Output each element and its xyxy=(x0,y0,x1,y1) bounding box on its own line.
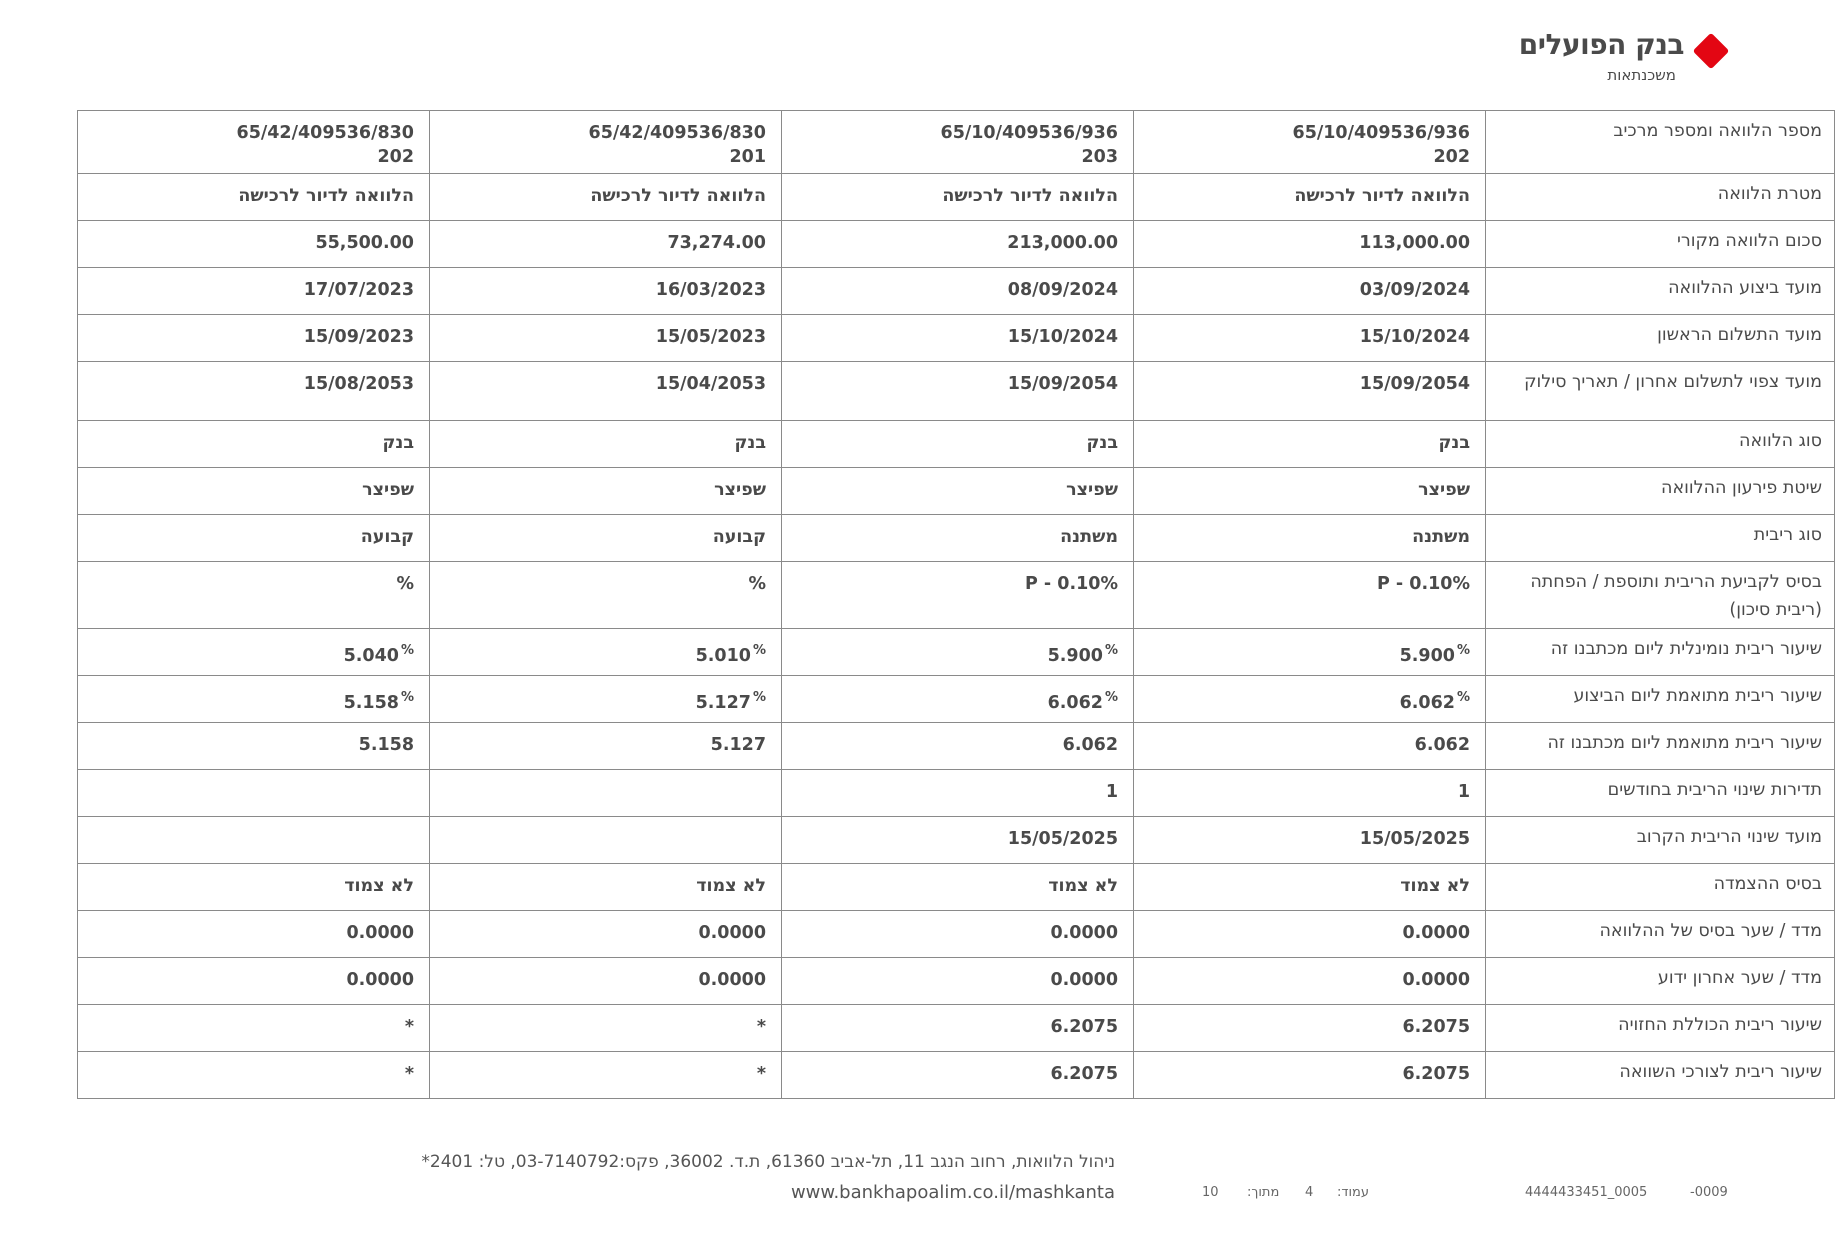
loan-cell xyxy=(782,911,1134,958)
loan-cell xyxy=(782,174,1134,221)
cell-value: 1 xyxy=(1105,782,1118,802)
cell-value: הלוואה לדיור לרכישה xyxy=(238,186,414,206)
loan-cell xyxy=(1134,817,1486,864)
cell-value: 15/09/2054 xyxy=(1007,374,1118,394)
loan-cell xyxy=(782,723,1134,770)
cell-value: 0.0000 xyxy=(698,970,766,990)
cell-value: שפיצר xyxy=(1418,480,1470,500)
cell-value: 15/09/2023 xyxy=(303,327,414,347)
table-row xyxy=(78,1052,1835,1099)
loan-cell xyxy=(430,221,782,268)
bank-logo xyxy=(1472,28,1732,88)
percent-sign: % xyxy=(400,643,414,658)
loan-cell xyxy=(78,315,430,362)
table-row xyxy=(78,1005,1835,1052)
row-label: תדירות שינוי הריבית בחודשים xyxy=(1486,770,1835,817)
table-row xyxy=(78,174,1835,221)
footer-total-pages: 10 xyxy=(1202,1185,1219,1200)
division-name: משכנתאות xyxy=(1607,66,1676,84)
cell-value: 5.127 xyxy=(695,693,751,713)
percent-sign: % xyxy=(752,643,766,658)
loan-cell xyxy=(430,468,782,515)
cell-value: 5.040 xyxy=(343,646,399,666)
cell-value: 17/07/2023 xyxy=(303,280,414,300)
loan-cell xyxy=(1134,676,1486,723)
cell-value: 08/09/2024 xyxy=(1007,280,1118,300)
cell-value: 0.0000 xyxy=(1402,970,1470,990)
loan-cell xyxy=(782,221,1134,268)
loan-cell xyxy=(78,468,430,515)
cell-value: P - 0.10% xyxy=(1377,574,1470,594)
cell-value: 03/09/2024 xyxy=(1359,280,1470,300)
cell-value: הלוואה לדיור לרכישה xyxy=(1294,186,1470,206)
table-row xyxy=(78,268,1835,315)
loan-cell xyxy=(78,817,430,864)
loan-cell xyxy=(1134,468,1486,515)
loan-cell xyxy=(782,770,1134,817)
loan-cell xyxy=(1134,174,1486,221)
loan-cell xyxy=(1134,362,1486,421)
footer-of-label: מתוך: xyxy=(1247,1185,1280,1200)
loan-cell xyxy=(1134,515,1486,562)
cell-value: שפיצר xyxy=(1066,480,1118,500)
footer-page-number: 4 xyxy=(1305,1185,1314,1200)
loan-cell xyxy=(782,315,1134,362)
table-row xyxy=(78,676,1835,723)
cell-value: 65/10/409536/936 202 xyxy=(1292,123,1470,167)
cell-value: * xyxy=(756,1017,766,1037)
loan-cell xyxy=(78,221,430,268)
footer-page-label: עמוד: xyxy=(1337,1185,1369,1200)
loan-cell xyxy=(430,770,782,817)
loan-cell xyxy=(1134,421,1486,468)
table-row xyxy=(78,362,1835,421)
cell-value: 6.2075 xyxy=(1050,1017,1118,1037)
row-label: מדד / שער בסיס של ההלוואה xyxy=(1486,911,1835,958)
loan-cell xyxy=(430,864,782,911)
percent-sign: % xyxy=(1456,643,1470,658)
cell-value: בנק xyxy=(1438,433,1470,453)
loan-cell xyxy=(430,958,782,1005)
loan-cell xyxy=(1134,221,1486,268)
loan-cell xyxy=(430,817,782,864)
cell-value: * xyxy=(756,1064,766,1084)
cell-value: 73,274.00 xyxy=(667,233,766,253)
row-label: בסיס ההצמדה xyxy=(1486,864,1835,911)
table-row xyxy=(78,723,1835,770)
row-label: שיעור ריבית מתואמת ליום הביצוע xyxy=(1486,676,1835,723)
loan-cell xyxy=(78,174,430,221)
loan-cell xyxy=(78,562,430,629)
loan-cell xyxy=(430,174,782,221)
cell-value: 213,000.00 xyxy=(1007,233,1118,253)
cell-value: 16/03/2023 xyxy=(655,280,766,300)
cell-value: 15/05/2025 xyxy=(1007,829,1118,849)
row-label: מספר הלוואה ומספר מרכיב xyxy=(1486,111,1835,174)
loan-cell xyxy=(1134,723,1486,770)
cell-value: 0.0000 xyxy=(698,923,766,943)
cell-value: 15/05/2023 xyxy=(655,327,766,347)
cell-value: 5.900 xyxy=(1047,646,1103,666)
cell-value: הלוואה לדיור לרכישה xyxy=(942,186,1118,206)
row-label: מועד צפוי לתשלום אחרון / תאריך סילוק xyxy=(1486,362,1835,421)
table-row xyxy=(78,315,1835,362)
table-row xyxy=(78,221,1835,268)
footer-doc-code: -0009 xyxy=(1690,1185,1728,1200)
table-row xyxy=(78,911,1835,958)
loan-cell xyxy=(430,629,782,676)
cell-value: 6.062 xyxy=(1414,735,1470,755)
cell-value: לא צמוד xyxy=(696,876,766,896)
table-row xyxy=(78,562,1835,629)
row-label: סוג הלוואה xyxy=(1486,421,1835,468)
cell-value: 15/09/2054 xyxy=(1359,374,1470,394)
row-label: בסיס לקביעת הריבית ותוספת / הפחתה (ריבית סיכון) xyxy=(1486,562,1835,629)
loan-cell xyxy=(78,362,430,421)
table-row xyxy=(78,770,1835,817)
cell-value: לא צמוד xyxy=(1400,876,1470,896)
cell-value: 15/05/2025 xyxy=(1359,829,1470,849)
loan-cell xyxy=(1134,770,1486,817)
loan-cell xyxy=(1134,562,1486,629)
cell-value: 15/10/2024 xyxy=(1007,327,1118,347)
loan-cell xyxy=(1134,629,1486,676)
loan-cell xyxy=(430,911,782,958)
loan-cell xyxy=(430,1052,782,1099)
loan-cell xyxy=(782,958,1134,1005)
loan-cell xyxy=(430,676,782,723)
row-label: שיעור ריבית מתואמת ליום מכתבנו זה xyxy=(1486,723,1835,770)
loan-cell xyxy=(78,958,430,1005)
loan-cell xyxy=(78,676,430,723)
row-label: שיעור ריבית נומינלית ליום מכתבנו זה xyxy=(1486,629,1835,676)
table-row xyxy=(78,864,1835,911)
percent-sign: % xyxy=(1456,690,1470,705)
cell-value: 6.2075 xyxy=(1402,1064,1470,1084)
footer-website-link[interactable]: www.bankhapoalim.co.il/mashkanta xyxy=(790,1182,1115,1203)
table-row xyxy=(78,629,1835,676)
cell-value: 0.0000 xyxy=(346,923,414,943)
cell-value: לא צמוד xyxy=(344,876,414,896)
loan-cell xyxy=(78,723,430,770)
table-row xyxy=(78,958,1835,1005)
loan-cell xyxy=(1134,1052,1486,1099)
cell-value: בנק xyxy=(382,433,414,453)
loan-cell xyxy=(782,111,1134,174)
cell-value: בנק xyxy=(734,433,766,453)
loan-cell xyxy=(1134,111,1486,174)
cell-value: 6.062 xyxy=(1047,693,1103,713)
cell-value: 15/04/2053 xyxy=(655,374,766,394)
loan-cell xyxy=(1134,268,1486,315)
loan-cell xyxy=(1134,1005,1486,1052)
loan-cell xyxy=(430,562,782,629)
cell-value: 65/42/409536/830 202 xyxy=(236,123,414,167)
cell-value: 0.0000 xyxy=(346,970,414,990)
loan-details-table xyxy=(77,110,1835,1099)
loan-cell xyxy=(1134,911,1486,958)
cell-value: 5.158 xyxy=(358,735,414,755)
cell-value: 6.2075 xyxy=(1402,1017,1470,1037)
percent-sign: % xyxy=(752,690,766,705)
loan-cell xyxy=(78,111,430,174)
cell-value: P - 0.10% xyxy=(1025,574,1118,594)
loan-cell xyxy=(782,1052,1134,1099)
cell-value: משתנה xyxy=(1060,527,1118,547)
loan-cell xyxy=(782,817,1134,864)
loan-cell xyxy=(430,268,782,315)
cell-value: * xyxy=(404,1017,414,1037)
cell-value: 0.0000 xyxy=(1050,970,1118,990)
table-row xyxy=(78,817,1835,864)
row-label: שיטת פירעון ההלוואה xyxy=(1486,468,1835,515)
cell-value: 5.900 xyxy=(1399,646,1455,666)
loan-cell xyxy=(430,1005,782,1052)
loan-cell xyxy=(782,562,1134,629)
loan-cell xyxy=(430,362,782,421)
cell-value: 6.2075 xyxy=(1050,1064,1118,1084)
loan-cell xyxy=(78,268,430,315)
cell-value: 5.158 xyxy=(343,693,399,713)
cell-value: שפיצר xyxy=(714,480,766,500)
loan-cell xyxy=(78,421,430,468)
cell-value: משתנה xyxy=(1412,527,1470,547)
loan-cell xyxy=(78,911,430,958)
loan-cell xyxy=(782,362,1134,421)
row-label: סוג ריבית xyxy=(1486,515,1835,562)
bank-name: בנק הפועלים xyxy=(1518,28,1684,61)
cell-value: 6.062 xyxy=(1062,735,1118,755)
loan-cell xyxy=(430,515,782,562)
row-label: שיעור ריבית לצורכי השוואה xyxy=(1486,1052,1835,1099)
percent-sign: % xyxy=(1104,643,1118,658)
row-label: סכום הלוואה מקורי xyxy=(1486,221,1835,268)
cell-value: קבועה xyxy=(712,527,766,547)
cell-value: הלוואה לדיור לרכישה xyxy=(590,186,766,206)
cell-value: בנק xyxy=(1086,433,1118,453)
cell-value: 15/08/2053 xyxy=(303,374,414,394)
loan-cell xyxy=(1134,864,1486,911)
table-row xyxy=(78,515,1835,562)
cell-value: 55,500.00 xyxy=(315,233,414,253)
cell-value: 0.0000 xyxy=(1402,923,1470,943)
row-label: מועד התשלום הראשון xyxy=(1486,315,1835,362)
cell-value: 113,000.00 xyxy=(1359,233,1470,253)
loan-cell xyxy=(782,268,1134,315)
percent-sign: % xyxy=(400,690,414,705)
loan-cell xyxy=(782,629,1134,676)
row-label: מועד ביצוע ההלוואה xyxy=(1486,268,1835,315)
footer-doc-id: 4444433451_0005 xyxy=(1525,1185,1648,1200)
row-label: מטרת הלוואה xyxy=(1486,174,1835,221)
loan-cell xyxy=(78,864,430,911)
loan-cell xyxy=(430,111,782,174)
loan-cell xyxy=(782,468,1134,515)
footer-address: ניהול הלוואות, רחוב הנגב 11, תל-אביב 61360, ת.ד. 36002, פקס:03-7140792, טל: 2401* xyxy=(421,1152,1115,1172)
cell-value: % xyxy=(748,574,766,594)
cell-value: 65/42/409536/830 201 xyxy=(588,123,766,167)
loan-cell xyxy=(430,421,782,468)
loan-cell xyxy=(78,770,430,817)
cell-value: שפיצר xyxy=(362,480,414,500)
cell-value: לא צמוד xyxy=(1048,876,1118,896)
loan-cell xyxy=(782,515,1134,562)
row-label: שיעור ריבית הכוללת החזויה xyxy=(1486,1005,1835,1052)
row-label: מדד / שער אחרון ידוע xyxy=(1486,958,1835,1005)
cell-value: % xyxy=(396,574,414,594)
loan-cell xyxy=(78,515,430,562)
cell-value: 5.010 xyxy=(695,646,751,666)
cell-value: 65/10/409536/936 203 xyxy=(940,123,1118,167)
cell-value: * xyxy=(404,1064,414,1084)
table-row xyxy=(78,111,1835,174)
table-row xyxy=(78,468,1835,515)
row-label: מועד שינוי הריבית הקרוב xyxy=(1486,817,1835,864)
loan-cell xyxy=(78,1052,430,1099)
cell-value: 1 xyxy=(1457,782,1470,802)
loan-cell xyxy=(782,676,1134,723)
cell-value: 15/10/2024 xyxy=(1359,327,1470,347)
loan-cell xyxy=(78,1005,430,1052)
loan-cell xyxy=(78,629,430,676)
loan-cell xyxy=(1134,958,1486,1005)
percent-sign: % xyxy=(1104,690,1118,705)
table-row xyxy=(78,421,1835,468)
loan-cell xyxy=(782,421,1134,468)
loan-cell xyxy=(430,315,782,362)
diamond-logo-icon xyxy=(1693,33,1730,70)
cell-value: 6.062 xyxy=(1399,693,1455,713)
cell-value: 5.127 xyxy=(710,735,766,755)
loan-cell xyxy=(430,723,782,770)
loan-cell xyxy=(1134,315,1486,362)
loan-cell xyxy=(782,864,1134,911)
cell-value: 0.0000 xyxy=(1050,923,1118,943)
loan-cell xyxy=(782,1005,1134,1052)
cell-value: קבועה xyxy=(360,527,414,547)
